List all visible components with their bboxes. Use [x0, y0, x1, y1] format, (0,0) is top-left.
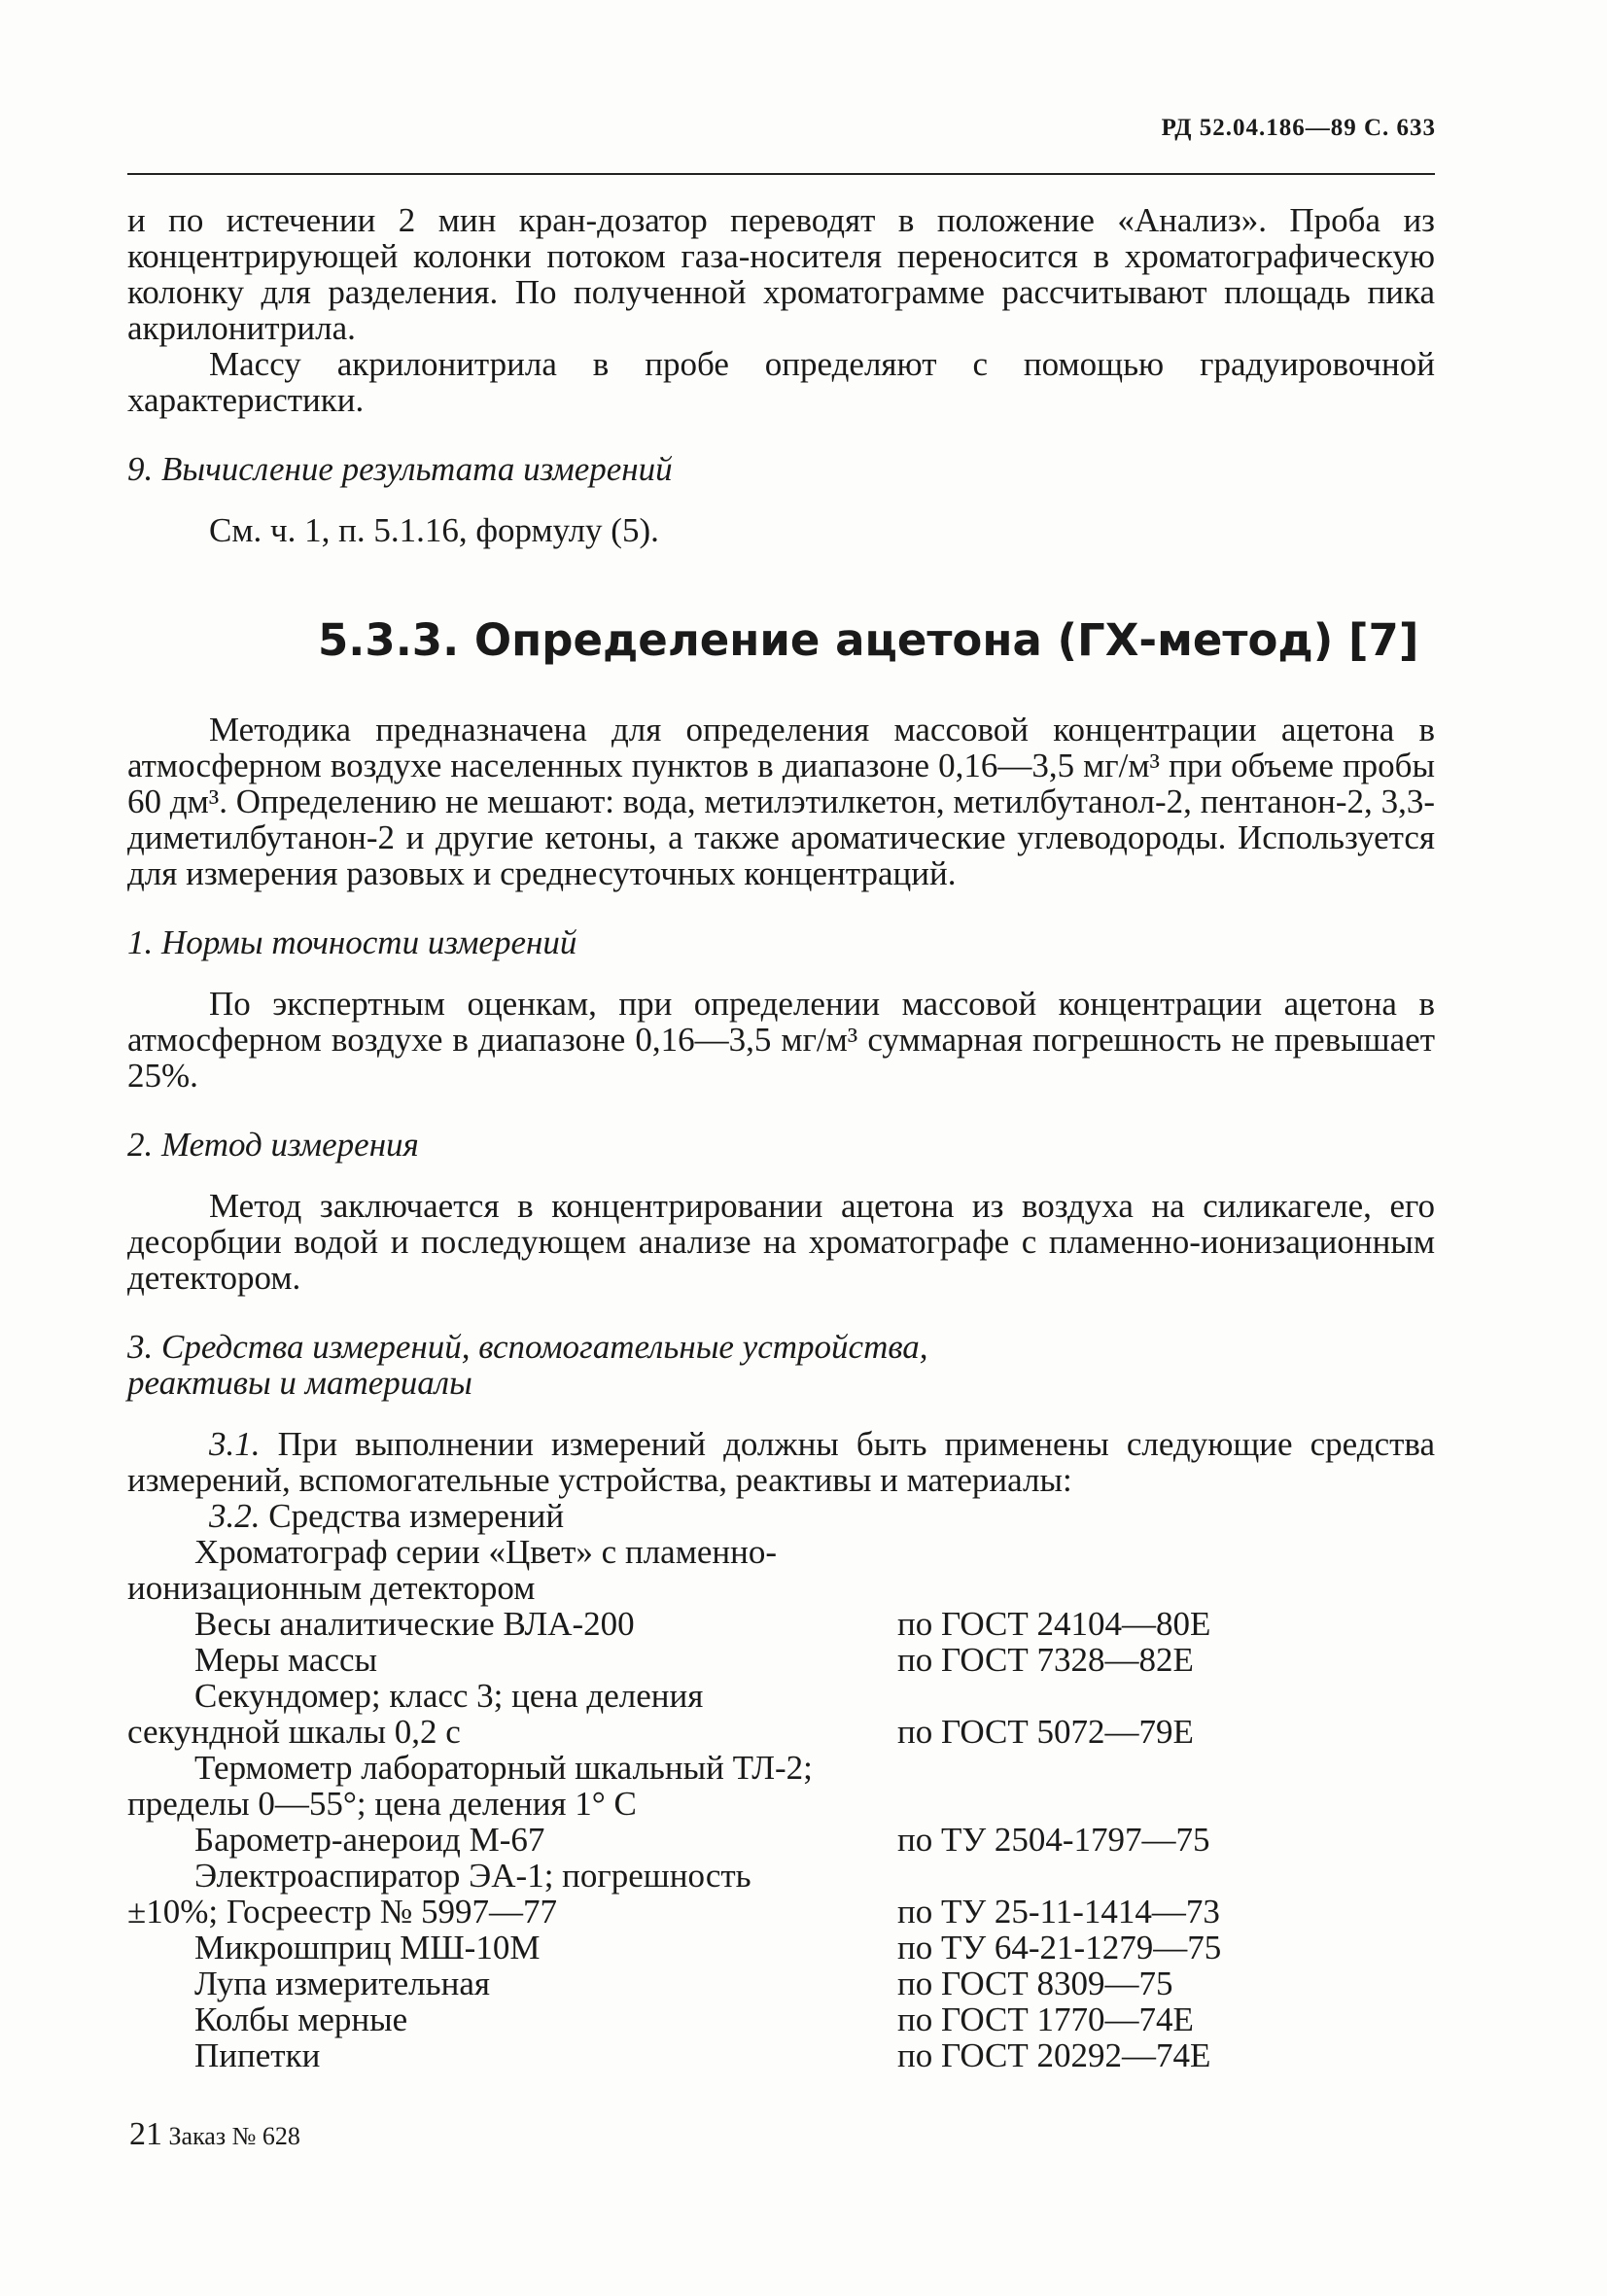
instrument-row — [127, 2037, 1435, 2073]
subsection-heading-9: 9. Вычисление результата измерений — [127, 450, 673, 488]
section-title: 5.3.3. Определение ацетона (ГХ-метод) [7] — [318, 614, 1419, 666]
subsection-heading-2: 2. Метод измерения — [127, 1126, 419, 1164]
instrument-name: Термометр лабораторный шкальный ТЛ-2; — [194, 1749, 813, 1787]
instrument-name: Барометр-анероид М-67 — [194, 1821, 545, 1859]
signature-number: 21 — [129, 2116, 162, 2152]
instrument-name: Меры массы — [194, 1641, 377, 1679]
instrument-row-cont — [127, 1894, 1435, 1930]
instrument-standard: по ТУ 25-11-1414—73 — [897, 1893, 1220, 1931]
clause-text: При выполнении измерений должны быть применены следующие средства измерений, вспомогательные устройства, реактивы и материалы: — [127, 1425, 1435, 1499]
clause-number: 3.2. — [209, 1497, 261, 1535]
instrument-name: Секундомер; класс 3; цена деления — [194, 1677, 704, 1715]
header-rule — [127, 173, 1435, 175]
instrument-row — [127, 1822, 1435, 1858]
instrument-row — [127, 1858, 1435, 1894]
instrument-standard: по ГОСТ 8309—75 — [897, 1965, 1173, 2002]
instrument-standard: по ГОСТ 20292—74Е — [897, 2036, 1211, 2074]
instrument-row — [127, 1534, 1435, 1570]
instrument-row — [127, 1930, 1435, 1966]
intro-paragraph: Методика предназначена для определения массовой концентрации ацетона в атмосферном воздухе населенных пунктов в диапазоне 0,16—3,5 мг/м³ при объеме пробы 60 дм³. Определению не мешают: вода, метилэтилкетон, метилбутанол-2, пентанон-2, 3,3-диметилбутанон-2 и другие кетоны, а также ароматические углеводороды. Используется для измерения разовых и среднесуточных концентраций. — [127, 711, 1435, 892]
instrument-row-cont — [127, 1714, 1435, 1750]
paragraph-3-1 — [127, 1426, 1435, 1498]
instrument-name: Электроаспиратор ЭА-1; погрешность — [194, 1857, 751, 1895]
paragraph-3-2 — [127, 1498, 1435, 1534]
instrument-standard: по ТУ 64-21-1279—75 — [897, 1929, 1222, 1966]
instrument-standard: по ТУ 2504-1797—75 — [897, 1821, 1210, 1859]
subsection-heading-1: 1. Нормы точности измерений — [127, 923, 577, 961]
instrument-row — [127, 2001, 1435, 2037]
clause-text: Средства измерений — [260, 1497, 565, 1535]
footer — [129, 2116, 300, 2153]
paragraph: См. ч. 1, п. 5.1.16, формулу (5). — [209, 511, 659, 549]
instrument-name: Весы аналитические ВЛА-200 — [194, 1605, 635, 1643]
instrument-list — [127, 1534, 1435, 2073]
paragraph: и по истечении 2 мин кран-дозатор переводят в положение «Анализ». Проба из концентрирующей колонки потоком газа-носителя переносится в хроматографическую колонку для разделения. По полученной хроматограмме рассчитывают площадь пика акрилонитрила. — [127, 201, 1435, 347]
instrument-standard: по ГОСТ 24104—80Е — [897, 1605, 1211, 1643]
page-content — [127, 202, 1435, 2073]
instrument-name: Микрошприц МШ-10М — [194, 1929, 541, 1966]
instrument-name: Лупа измерительная — [194, 1965, 490, 2002]
paragraph: Метод заключается в концентрировании ацетона из воздуха на силикагеле, его десорбции водой и последующем анализе на хроматографе с пламенно-ионизационным детектором. — [127, 1187, 1435, 1297]
instrument-row — [127, 1606, 1435, 1642]
heading-line: реактивы и материалы — [127, 1364, 472, 1402]
instrument-name: Хроматограф серии «Цвет» с пламенно- — [194, 1533, 777, 1571]
heading-line: 3. Средства измерений, вспомогательные устройства, — [127, 1328, 928, 1366]
subsection-heading-3 — [127, 1329, 1435, 1401]
instrument-row — [127, 1678, 1435, 1714]
instrument-row — [127, 1966, 1435, 2001]
instrument-row — [127, 1642, 1435, 1678]
instrument-row-cont — [127, 1570, 1435, 1606]
instrument-name-cont: пределы 0—55°; цена деления 1° С — [127, 1785, 637, 1823]
instrument-name: Пипетки — [194, 2036, 321, 2074]
instrument-standard: по ГОСТ 5072—79Е — [897, 1713, 1194, 1751]
instrument-name-cont: ±10%; Госреестр № 5997—77 — [127, 1893, 557, 1931]
paragraph: Массу акрилонитрила в пробе определяют с помощью градуировочной характеристики. — [127, 345, 1435, 419]
clause-number: 3.1. — [209, 1425, 261, 1463]
instrument-row-cont — [127, 1786, 1435, 1822]
instrument-standard: по ГОСТ 7328—82Е — [897, 1641, 1194, 1679]
instrument-standard: по ГОСТ 1770—74Е — [897, 2000, 1194, 2038]
instrument-name: Колбы мерные — [194, 2000, 408, 2038]
running-head: РД 52.04.186—89 С. 633 — [1161, 115, 1436, 141]
paragraph: По экспертным оценкам, при определении массовой концентрации ацетона в атмосферном воздухе в диапазоне 0,16—3,5 мг/м³ суммарная погрешность не превышает 25%. — [127, 985, 1435, 1095]
instrument-name-cont: ионизационным детектором — [127, 1569, 536, 1607]
instrument-row — [127, 1750, 1435, 1786]
order-number: Заказ № 628 — [168, 2122, 300, 2150]
instrument-name-cont: секундной шкалы 0,2 с — [127, 1713, 461, 1751]
